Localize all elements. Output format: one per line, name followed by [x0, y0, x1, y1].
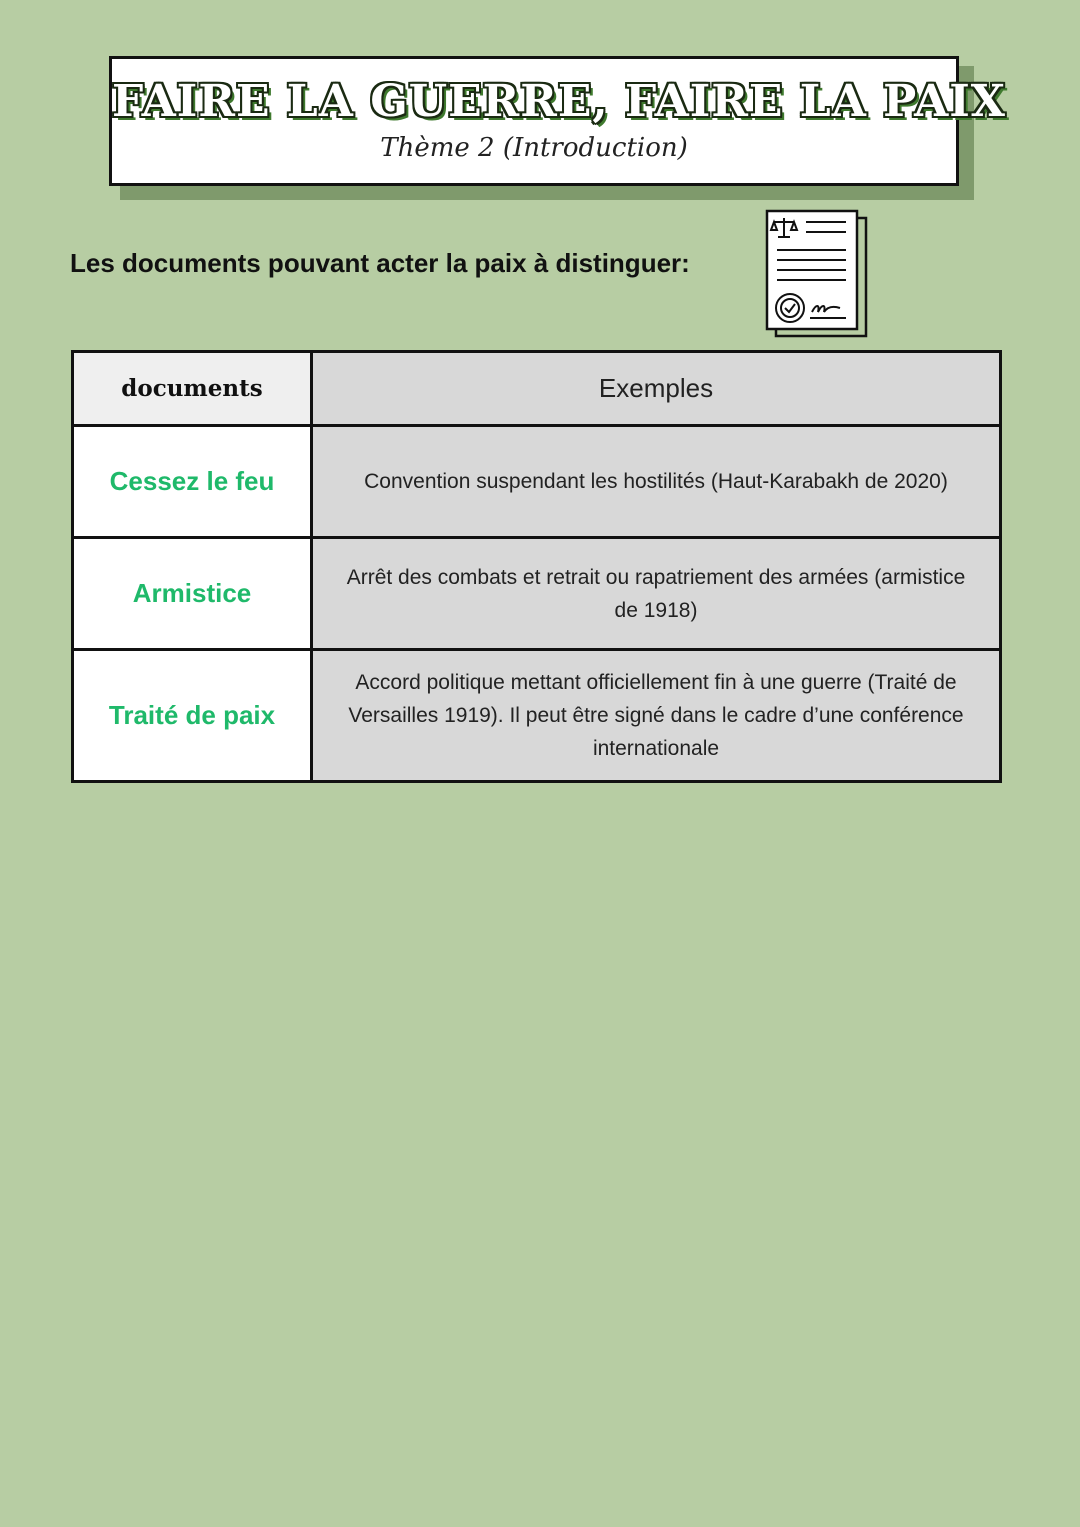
column-header-documents: documents [73, 352, 312, 426]
table-header-row [73, 352, 1001, 426]
title-box [109, 56, 1006, 186]
term-cell: Armistice [73, 538, 312, 650]
table-row [73, 650, 1001, 782]
example-cell: Arrêt des combats et retrait ou rapatriement des armées (armistice de 1918) [312, 538, 1001, 650]
term-cell: Traité de paix [73, 650, 312, 782]
section-heading: Les documents pouvant acter la paix à distinguer: [70, 248, 690, 278]
column-header-exemples: Exemples [312, 352, 1001, 426]
term-cell: Cessez le feu [73, 426, 312, 538]
legal-document-icon [762, 208, 872, 342]
table-row [73, 426, 1001, 538]
page-title: FAIRE LA GUERRE, FAIRE LA PAIX [112, 76, 1006, 127]
example-cell: Convention suspendant les hostilités (Haut-Karabakh de 2020) [312, 426, 1001, 538]
table-row [73, 538, 1001, 650]
example-cell: Accord politique mettant officiellement fin à une guerre (Traité de Versailles 1919). Il peut être signé dans le cadre d’une conférence internationale [312, 650, 1001, 782]
page-subtitle: Thème 2 (Introduction) [380, 133, 688, 163]
peace-documents-table [71, 350, 1002, 783]
